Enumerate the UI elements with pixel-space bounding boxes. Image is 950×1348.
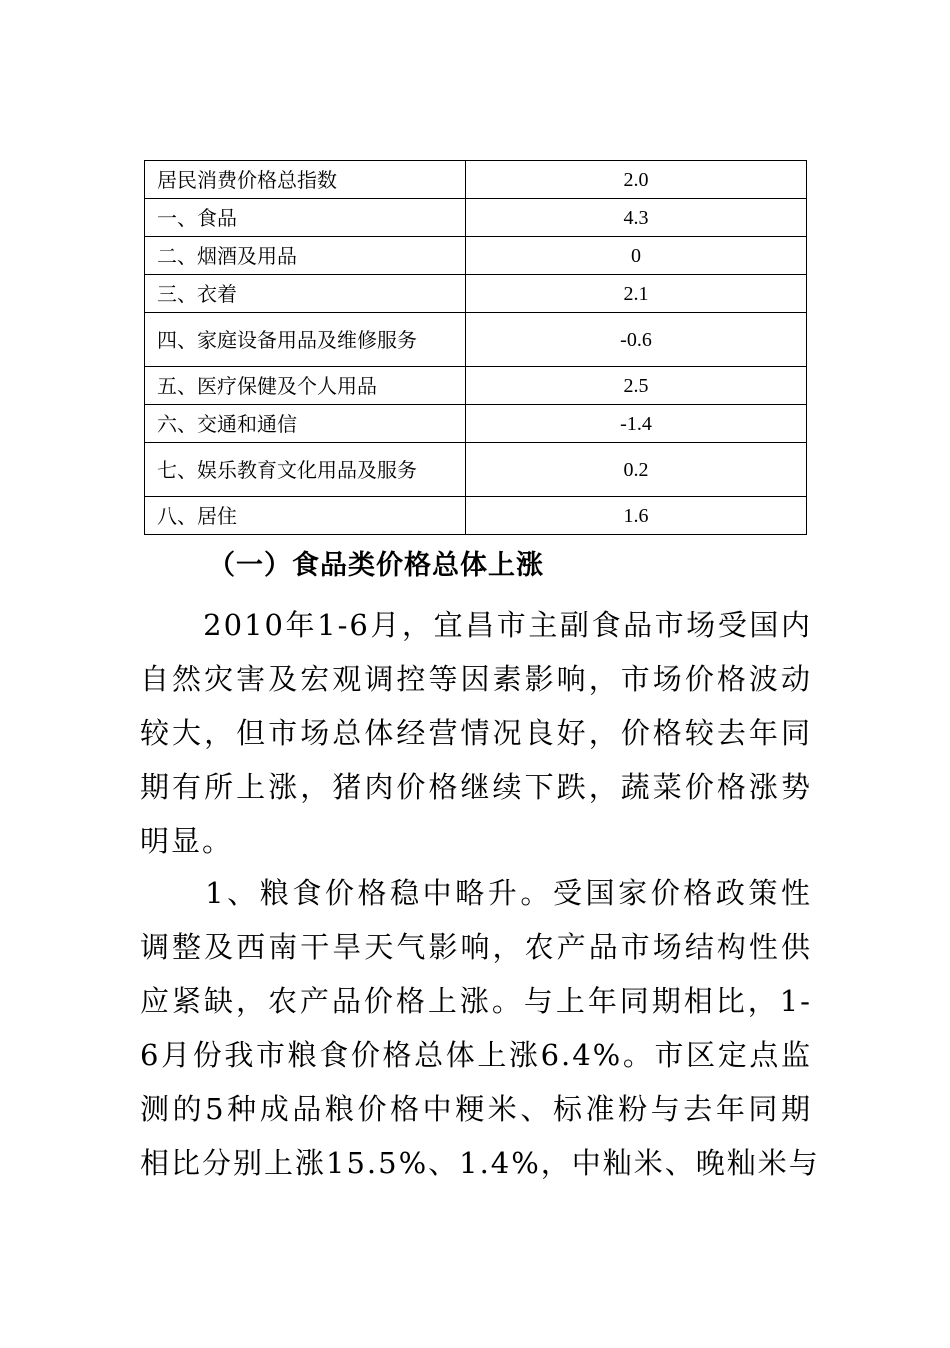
- paragraph-line: 较大，但市场总体经营情况良好，价格较去年同: [140, 716, 812, 750]
- paragraph-line: 2010年1-6月，宜昌市主副食品市场受国内: [140, 608, 812, 642]
- row-value: 0.2: [466, 443, 807, 497]
- row-label: 五、医疗保健及个人用品: [145, 367, 466, 405]
- row-label: 八、居住: [145, 497, 466, 535]
- row-label: 二、烟酒及用品: [145, 237, 466, 275]
- table-row: [145, 275, 807, 313]
- table-row: [145, 497, 807, 535]
- table-row: [145, 199, 807, 237]
- row-value: 4.3: [466, 199, 807, 237]
- table-row: [145, 367, 807, 405]
- paragraph: [140, 866, 820, 1190]
- table-row: [145, 443, 807, 497]
- row-value: 2.1: [466, 275, 807, 313]
- paragraph: [140, 598, 812, 868]
- table-row: [145, 405, 807, 443]
- row-value: -1.4: [466, 405, 807, 443]
- row-label: 四、家庭设备用品及维修服务: [145, 313, 466, 367]
- paragraph-line: 明显。: [140, 824, 234, 858]
- cpi-table: [144, 160, 807, 535]
- row-label: 一、食品: [145, 199, 466, 237]
- table-row: [145, 237, 807, 275]
- row-label: 三、衣着: [145, 275, 466, 313]
- paragraph-line: 相比分别上涨15.5%、1.4%，中籼米、晚籼米与: [140, 1146, 820, 1180]
- paragraph-line: 测的5种成品粮价格中粳米、标准粉与去年同期: [140, 1092, 812, 1126]
- row-value: 2.0: [466, 161, 807, 199]
- row-label: 居民消费价格总指数: [145, 161, 466, 199]
- paragraph-line: 自然灾害及宏观调控等因素影响，市场价格波动: [140, 662, 812, 696]
- table-row: [145, 161, 807, 199]
- paragraph-line: 期有所上涨，猪肉价格继续下跌，蔬菜价格涨势: [140, 770, 812, 804]
- table-row: [145, 313, 807, 367]
- paragraph-line: 应紧缺，农产品价格上涨。与上年同期相比，1-: [140, 984, 812, 1018]
- row-value: 2.5: [466, 367, 807, 405]
- paragraph-line: 调整及西南干旱天气影响，农产品市场结构性供: [140, 930, 812, 964]
- row-label: 六、交通和通信: [145, 405, 466, 443]
- paragraph-line: 6月份我市粮食价格总体上涨6.4%。市区定点监: [140, 1038, 812, 1072]
- row-value: -0.6: [466, 313, 807, 367]
- row-value: 0: [466, 237, 807, 275]
- section-heading: （一）食品类价格总体上涨: [208, 550, 544, 581]
- row-label: 七、娱乐教育文化用品及服务: [145, 443, 466, 497]
- paragraph-line: 1、粮食价格稳中略升。受国家价格政策性: [140, 876, 812, 910]
- row-value: 1.6: [466, 497, 807, 535]
